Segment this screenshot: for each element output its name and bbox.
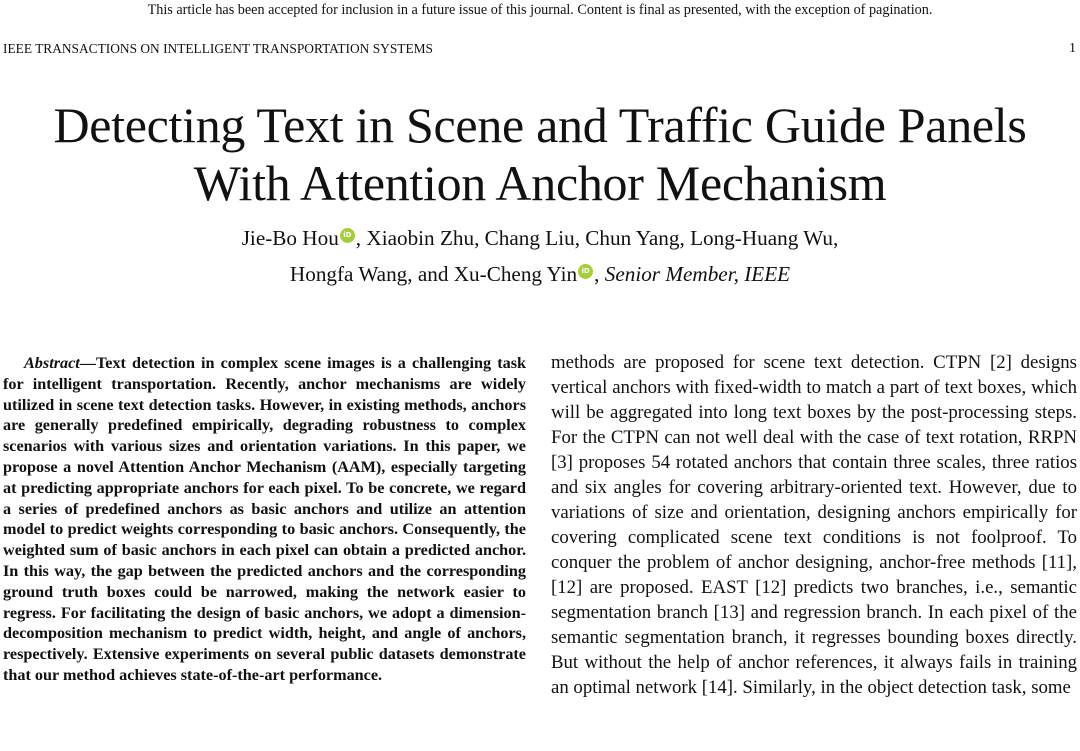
- author-names: , Xiaobin Zhu, Chang Liu, Chun Yang, Long-Huang Wu,: [355, 226, 839, 250]
- author-names: Hongfa Wang, and Xu-Cheng Yin: [289, 262, 578, 286]
- orcid-icon[interactable]: iD: [578, 264, 593, 279]
- acceptance-notice: This article has been accepted for inclusion in a future issue of this journal. Content is final as presented, with the exception of pagination.: [147, 2, 933, 18]
- abstract-dash: —: [79, 354, 96, 372]
- author-line-1: [0, 220, 1080, 256]
- author-list: [0, 220, 1080, 292]
- abstract-text: Text detection in complex scene images is a challenging task for intelligent transportation. Recently, anchor mechanisms are widely utilized in scene text detection tasks. However, in existing methods, anchors are generally predefined empirically, degrading robustness to complex scenarios with various sizes and orientation variations. In this paper, we propose a novel Attention Anchor Mechanism (AAM), especially targeting at predicting appropriate anchors for each pixel. To be concrete, we regard a series of predefined anchors as basic anchors and utilize an attention model to predict weights corresponding to basic anchors. Consequently, the weighted sum of basic anchors in each pixel can obtain a predicted anchor. In this way, the gap between the predicted anchors and the corresponding ground truth boxes could be narrowed, making the network easier to regress. For facilitating the design of basic anchors, we adopt a dimension-decomposition mechanism to predict width, height, and angle of anchors, respectively. Extensive experiments on several public datasets demonstrate that our method achieves state-of-the-art performance.: [3, 354, 526, 684]
- orcid-icon[interactable]: iD: [340, 228, 355, 243]
- paper-title: [0, 96, 1080, 212]
- title-line-1: Detecting Text in Scene and Traffic Guide Panels: [53, 97, 1027, 153]
- abstract-label: Abstract: [24, 354, 80, 372]
- abstract: [3, 353, 526, 686]
- author-membership: Senior Member, IEEE: [604, 262, 791, 286]
- author-line-2: [0, 256, 1080, 292]
- body-text-column-2: methods are proposed for scene text detection. CTPN [2] designs vertical anchors with fixed-width to match a part of text boxes, which will be aggregated into long text boxes by the post-processing steps. For the CTPN can not well deal with the case of text rotation, RRPN [3] proposes 54 rotated anchors that contain three scales, three ratios and six angles for covering arbitrary-oriented text. However, due to variations of size and orientation, designing anchors empirically for covering complicated scene text conditions is not foolproof. To conquer the problem of anchor designing, anchor-free methods [11], [12] are proposed. EAST [12] predicts two branches, i.e., semantic segmentation branch [13] and regression branch. In each pixel of the semantic segmentation branch, it regresses bounding boxes directly. But without the help of anchor references, it always fails in training an optimal network [14]. Similarly, in the object detection task, some: [551, 352, 1077, 698]
- journal-running-head: IEEE TRANSACTIONS ON INTELLIGENT TRANSPORTATION SYSTEMS: [3, 41, 433, 56]
- author-separator: ,: [594, 262, 605, 286]
- page-number: 1: [1069, 41, 1076, 56]
- author-name: Jie-Bo Hou: [241, 226, 339, 250]
- title-line-2: With Attention Anchor Mechanism: [193, 155, 887, 211]
